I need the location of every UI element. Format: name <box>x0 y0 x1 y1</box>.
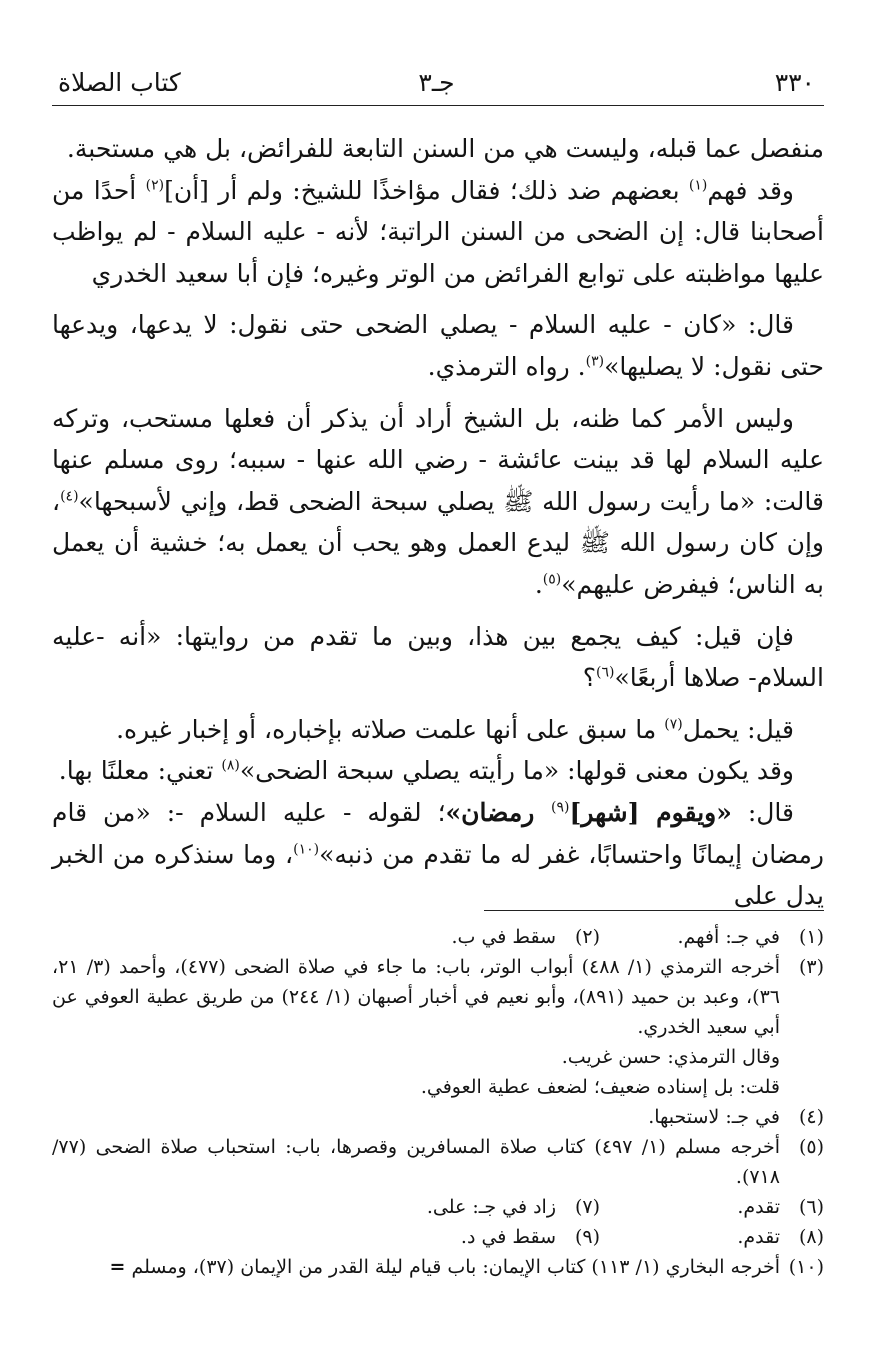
footnote-text: وقال الترمذي: حسن غريب. <box>561 1046 780 1068</box>
footnote-ref[interactable]: (٨) <box>221 757 240 774</box>
bold-quote: «ويقوم [شهر] <box>569 797 732 827</box>
footnote-number: (٤) <box>798 1106 824 1128</box>
continuation-mark: = <box>109 1256 126 1278</box>
text-run: قال: <box>731 797 794 827</box>
text-run: قيل: يحمل <box>682 714 794 744</box>
footnote-text: في جـ: أفهم. <box>677 926 780 948</box>
footnote-ref[interactable]: (٧) <box>664 716 683 733</box>
footnote-text: سقط في ب. <box>451 926 556 948</box>
footnote-row <box>52 922 824 952</box>
footnote-ref[interactable]: (٦) <box>596 664 615 681</box>
paragraph <box>52 304 824 387</box>
footnote-text: زاد في جـ: على. <box>426 1196 556 1218</box>
footnote-text: في جـ: لاستحبها. <box>648 1106 780 1128</box>
footnote-ref[interactable]: (٣) <box>585 353 605 370</box>
footnote-row <box>52 952 824 1102</box>
paragraph <box>52 616 824 699</box>
footnote-ref[interactable]: (١) <box>688 177 708 194</box>
text-run: . <box>534 569 543 599</box>
header-rule <box>52 105 824 106</box>
main-text <box>52 128 824 917</box>
text-run: ، وما سنذكره من الخبر يدل على <box>52 839 824 911</box>
paragraph <box>52 709 824 751</box>
footnote-number: (٦) <box>798 1196 824 1218</box>
text-run: . رواه الترمذي. <box>427 351 586 381</box>
text-run: ، وإن كان رسول الله ﷺ ليدع العمل وهو يحب أن يعمل به؛ خشية أن يعمل به الناس؛ فيفرض عليهم» <box>52 486 824 599</box>
footnote-number: (٧) <box>574 1196 600 1218</box>
footnote-number: (٣) <box>798 956 824 978</box>
text-run: فإن قيل: كيف يجمع بين هذا، وبين ما تقدم من روايتها: «أنه -عليه السلام- صلاها أربعًا» <box>52 621 824 693</box>
footnote-pair <box>452 922 781 952</box>
footnote-ref[interactable]: (٢) <box>145 177 165 194</box>
footnote-text: قلت: بل إسناده ضعيف؛ لضعف عطية العوفي. <box>420 1076 780 1098</box>
text-run: بعضهم ضد ذلك؛ فقال مؤاخذًا للشيخ: ولم أر [أن] <box>164 175 689 205</box>
footnote-row <box>52 1222 824 1252</box>
footnote-row <box>52 1132 824 1192</box>
footnote-text: تقدم. <box>737 1196 780 1218</box>
paragraph <box>52 750 824 792</box>
footnote-pair <box>427 1192 780 1222</box>
paragraph <box>52 792 824 917</box>
footnote-rule <box>484 910 824 911</box>
footnote-row <box>52 1192 824 1222</box>
footnote-text: سقط في د. <box>460 1226 556 1248</box>
footnote-pair <box>461 1222 780 1252</box>
footnote-text: أخرجه مسلم (١/ ٤٩٧) كتاب صلاة المسافرين وقصرها، باب: استحباب صلاة الضحى (٧٧/ ٧١٨). <box>52 1136 780 1188</box>
footnote-number: (٨) <box>798 1226 824 1248</box>
paragraph <box>52 398 824 606</box>
footnote-text: أخرجه البخاري (١/ ١١٣) كتاب الإيمان: باب قيام ليلة القدر من الإيمان (٣٧)، ومسلم <box>131 1256 780 1278</box>
running-title: كتاب الصلاة <box>58 68 181 97</box>
footnote-ref[interactable]: (٥) <box>542 571 562 588</box>
footnote-ref[interactable]: (١٠) <box>293 841 320 858</box>
text-run: وقد فهم <box>707 175 794 205</box>
bold-quote: رمضان» <box>445 797 552 827</box>
text-run: ؛ لقوله - عليه السلام -: «من قام رمضان إيمانًا واحتسابًا، غفر له ما تقدم من ذنبه» <box>52 797 825 869</box>
text-run: ؟ <box>582 663 597 693</box>
footnote-number: (٩) <box>574 1226 600 1248</box>
text-run: وليس الأمر كما ظنه، بل الشيخ أراد أن يذكر أن فعلها مستحب، وتركه عليه السلام لها قد بينت عائشة - رضي الله عنها - سببه؛ روى مسلم عنها قالت: «ما رأيت رسول الله ﷺ يصلي سبحة الضحى قط، وإني لأسبحها» <box>52 403 824 516</box>
footnote-ref[interactable]: (٤) <box>60 488 79 505</box>
footnote-number: (٢) <box>574 926 600 948</box>
footnote-text-block <box>52 1252 780 1282</box>
volume-label: جـ٣ <box>418 68 455 97</box>
text-run: أحدًا من أصحابنا قال: إن الضحى من السنن الراتبة؛ لأنه - عليه السلام - لم يواظب عليها مواظبته على توابع الفرائض من الوتر وغيره؛ فإن أبا سعيد الخدري <box>52 175 824 288</box>
footnote-number: (١٠) <box>788 1256 824 1278</box>
paragraph <box>52 170 824 295</box>
footnote-number: (١) <box>798 926 824 948</box>
footnotes <box>52 922 824 1282</box>
text-run: منفصل عما قبله، وليست هي من السنن التابعة للفرائض، بل هي مستحبة. <box>66 134 824 163</box>
page-number: ٣٣٠ <box>774 68 815 97</box>
text-run: تعني: معلنًا بها. <box>58 756 222 786</box>
footnote-text-block <box>52 952 780 1102</box>
text-run: وقد يكون معنى قولها: «ما رأيته يصلي سبحة الضحى» <box>239 756 794 786</box>
paragraph <box>52 128 824 170</box>
footnote-text: تقدم. <box>737 1226 780 1248</box>
text-run: قال: «كان - عليه السلام - يصلي الضحى حتى نقول: لا يدعها، ويدعها حتى نقول: لا يصليها» <box>52 310 824 381</box>
footnote-row <box>52 1102 824 1132</box>
footnote-text: أخرجه الترمذي (١/ ٤٨٨) أبواب الوتر، باب: ما جاء في صلاة الضحى (٤٧٧)، وأحمد (٣/ ٢١، ٣٦)، وعبد بن حميد (٨٩١)، وأبو نعيم في أخبار أصبهان (١/ ٢٤٤) من طريق عطية العوفي عن أبي سعيد الخدري. <box>52 956 780 1038</box>
footnote-number: (٥) <box>798 1136 824 1158</box>
text-run: ما سبق على أنها علمت صلاته بإخباره، أو إخبار غيره. <box>116 714 665 744</box>
footnote-row <box>52 1252 824 1282</box>
footnote-ref[interactable]: (٩) <box>551 799 570 816</box>
